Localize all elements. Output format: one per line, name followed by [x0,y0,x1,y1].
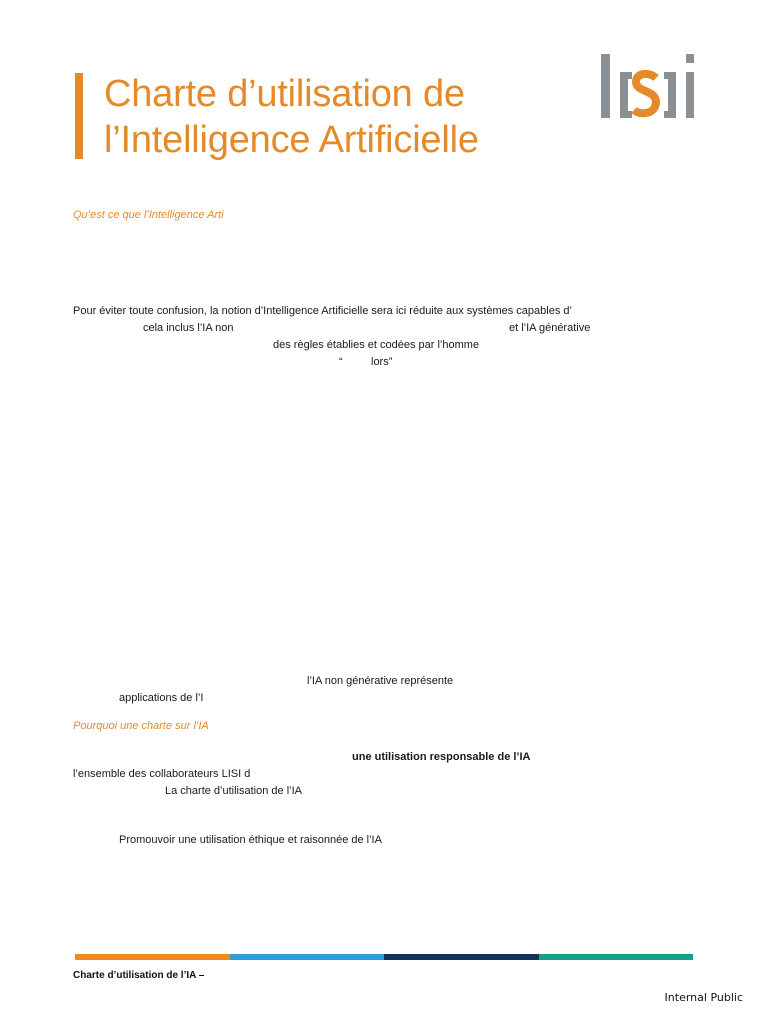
paragraph-line: lors” [371,356,393,368]
paragraph-line: cela inclus l’IA non [143,322,234,334]
paragraph-line: l’ensemble des collaborateurs LISI d [73,768,251,780]
lisi-logo [598,50,698,126]
title-accent-bar [75,73,83,159]
paragraph-line: “ [339,356,343,368]
paragraph-line: applications de l’I [119,692,204,704]
paragraph-line: et l’IA générative [509,322,591,334]
paragraph-line: des règles établies et codées par l’homme [273,339,480,351]
footer-stripe-segment [384,954,539,960]
section-heading-what-is-ai: Qu’est ce que l’Intelligence Arti [73,209,224,221]
classification-label: Internal Public [664,991,743,1004]
paragraph-line: l’IA non générative représente [307,675,454,687]
section-heading-why-charter: Pourquoi une charte sur l’IA [73,720,209,732]
page-title-line-1: Charte d’utilisation de [104,73,465,115]
page-title [104,71,479,163]
footer-stripe-segment [230,954,385,960]
footer-stripe-segment [75,954,230,960]
page-title-line-2: l’Intelligence Artificielle [104,119,479,161]
paragraph-line: Promouvoir une utilisation éthique et raisonnée de l’IA [119,834,382,846]
footer-stripe-segment [539,954,694,960]
paragraph-line: La charte d’utilisation de l’IA [165,785,302,797]
paragraph-line: Pour éviter toute confusion, la notion d’Intelligence Artificielle sera ici réduite aux systèmes capables d’ [73,305,572,317]
paragraph-line-bold: une utilisation responsable de l’IA [352,751,531,763]
footer-color-stripe [75,954,693,960]
footer-document-title: Charte d’utilisation de l’IA – [73,970,205,981]
